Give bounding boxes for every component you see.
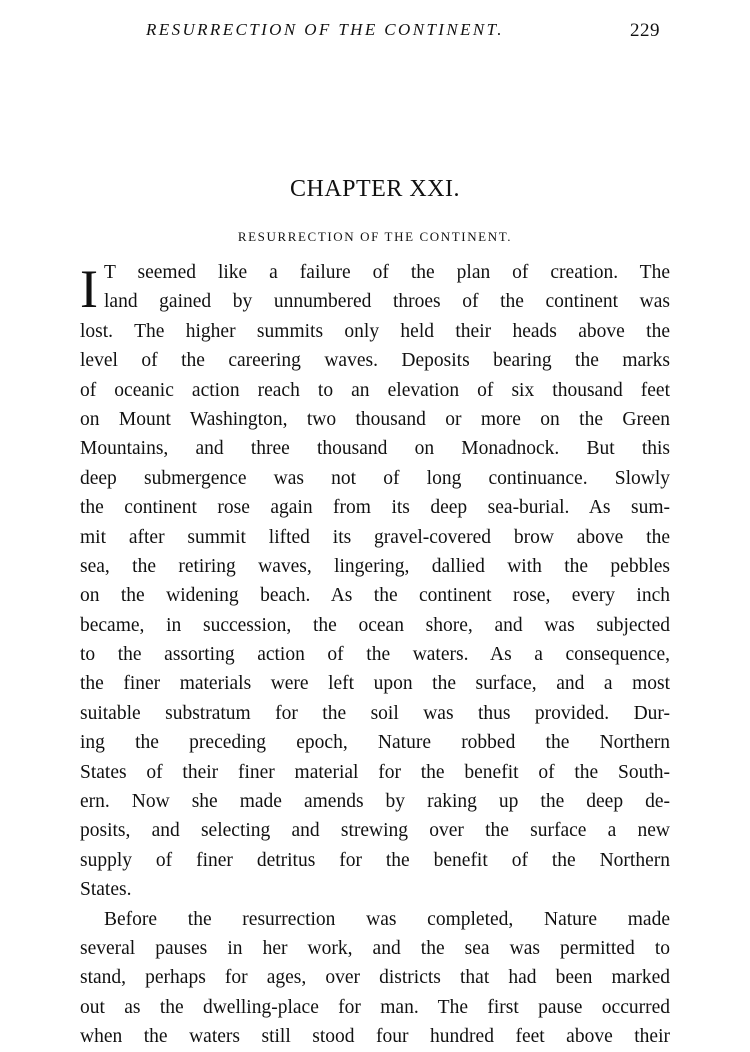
text-line: became, in succession, the ocean shore, and was subjected bbox=[80, 614, 670, 636]
text-line: on Mount Washington, two thousand or more on the Green bbox=[80, 408, 670, 430]
text-line: States. bbox=[80, 879, 132, 901]
paragraph-2 bbox=[80, 905, 670, 1052]
text-line: T seemed like a failure of the plan of creation. The bbox=[104, 262, 670, 283]
page-number: 229 bbox=[630, 20, 660, 41]
text-line: level of the careering waves. Deposits bearing the marks bbox=[80, 350, 670, 372]
text-line: lost. The higher summits only held their heads above the bbox=[80, 320, 670, 342]
text-line: on the widening beach. As the continent rose, every inch bbox=[80, 585, 670, 607]
text-line: the continent rose again from its deep sea-burial. As sum- bbox=[80, 497, 670, 519]
text-line: mit after summit lifted its gravel-covered brow above the bbox=[80, 526, 670, 548]
text-line: out as the dwelling-place for man. The first pause occurred bbox=[80, 996, 670, 1018]
chapter-subtitle: RESURRECTION OF THE CONTINENT. bbox=[237, 229, 513, 244]
running-head: RESURRECTION OF THE CONTINENT. bbox=[146, 20, 504, 39]
text-line: land gained by unnumbered throes of the continent was bbox=[104, 291, 670, 313]
text-line: to the assorting action of the waters. As a consequence, bbox=[80, 644, 670, 666]
text-line: of oceanic action reach to an elevation of six thousand feet bbox=[80, 379, 670, 401]
text-line: several pauses in her work, and the sea was permitted to bbox=[80, 937, 670, 959]
text-line: ern. Now she made amends by raking up the deep de- bbox=[80, 791, 670, 813]
text-line: States of their finer material for the benefit of the South- bbox=[80, 761, 670, 783]
text-line: supply of finer detritus for the benefit of the Northern bbox=[80, 849, 670, 871]
text-line: suitable substratum for the soil was thus provided. Dur- bbox=[80, 702, 670, 724]
text-line: ing the preceding epoch, Nature robbed the Northern bbox=[80, 732, 670, 754]
text-line: Before the resurrection was completed, Nature made bbox=[104, 908, 670, 930]
text-line: when the waters still stood four hundred feet above their bbox=[80, 1026, 670, 1048]
text-line: posits, and selecting and strewing over the surface a new bbox=[80, 820, 670, 842]
chapter-title: CHAPTER XXI. bbox=[289, 176, 460, 202]
body-text bbox=[80, 258, 670, 1052]
text-line: the finer materials were left upon the surface, and a most bbox=[80, 673, 670, 695]
text-line: sea, the retiring waves, lingering, dallied with the pebbles bbox=[80, 555, 670, 577]
paragraph-1 bbox=[80, 258, 670, 905]
text-line: Mountains, and three thousand on Monadnock. But this bbox=[80, 438, 670, 460]
text-line: stand, perhaps for ages, over districts that had been marked bbox=[80, 967, 670, 989]
drop-cap: I bbox=[80, 259, 98, 319]
text-line: deep submergence was not of long continuance. Slowly bbox=[80, 467, 670, 489]
